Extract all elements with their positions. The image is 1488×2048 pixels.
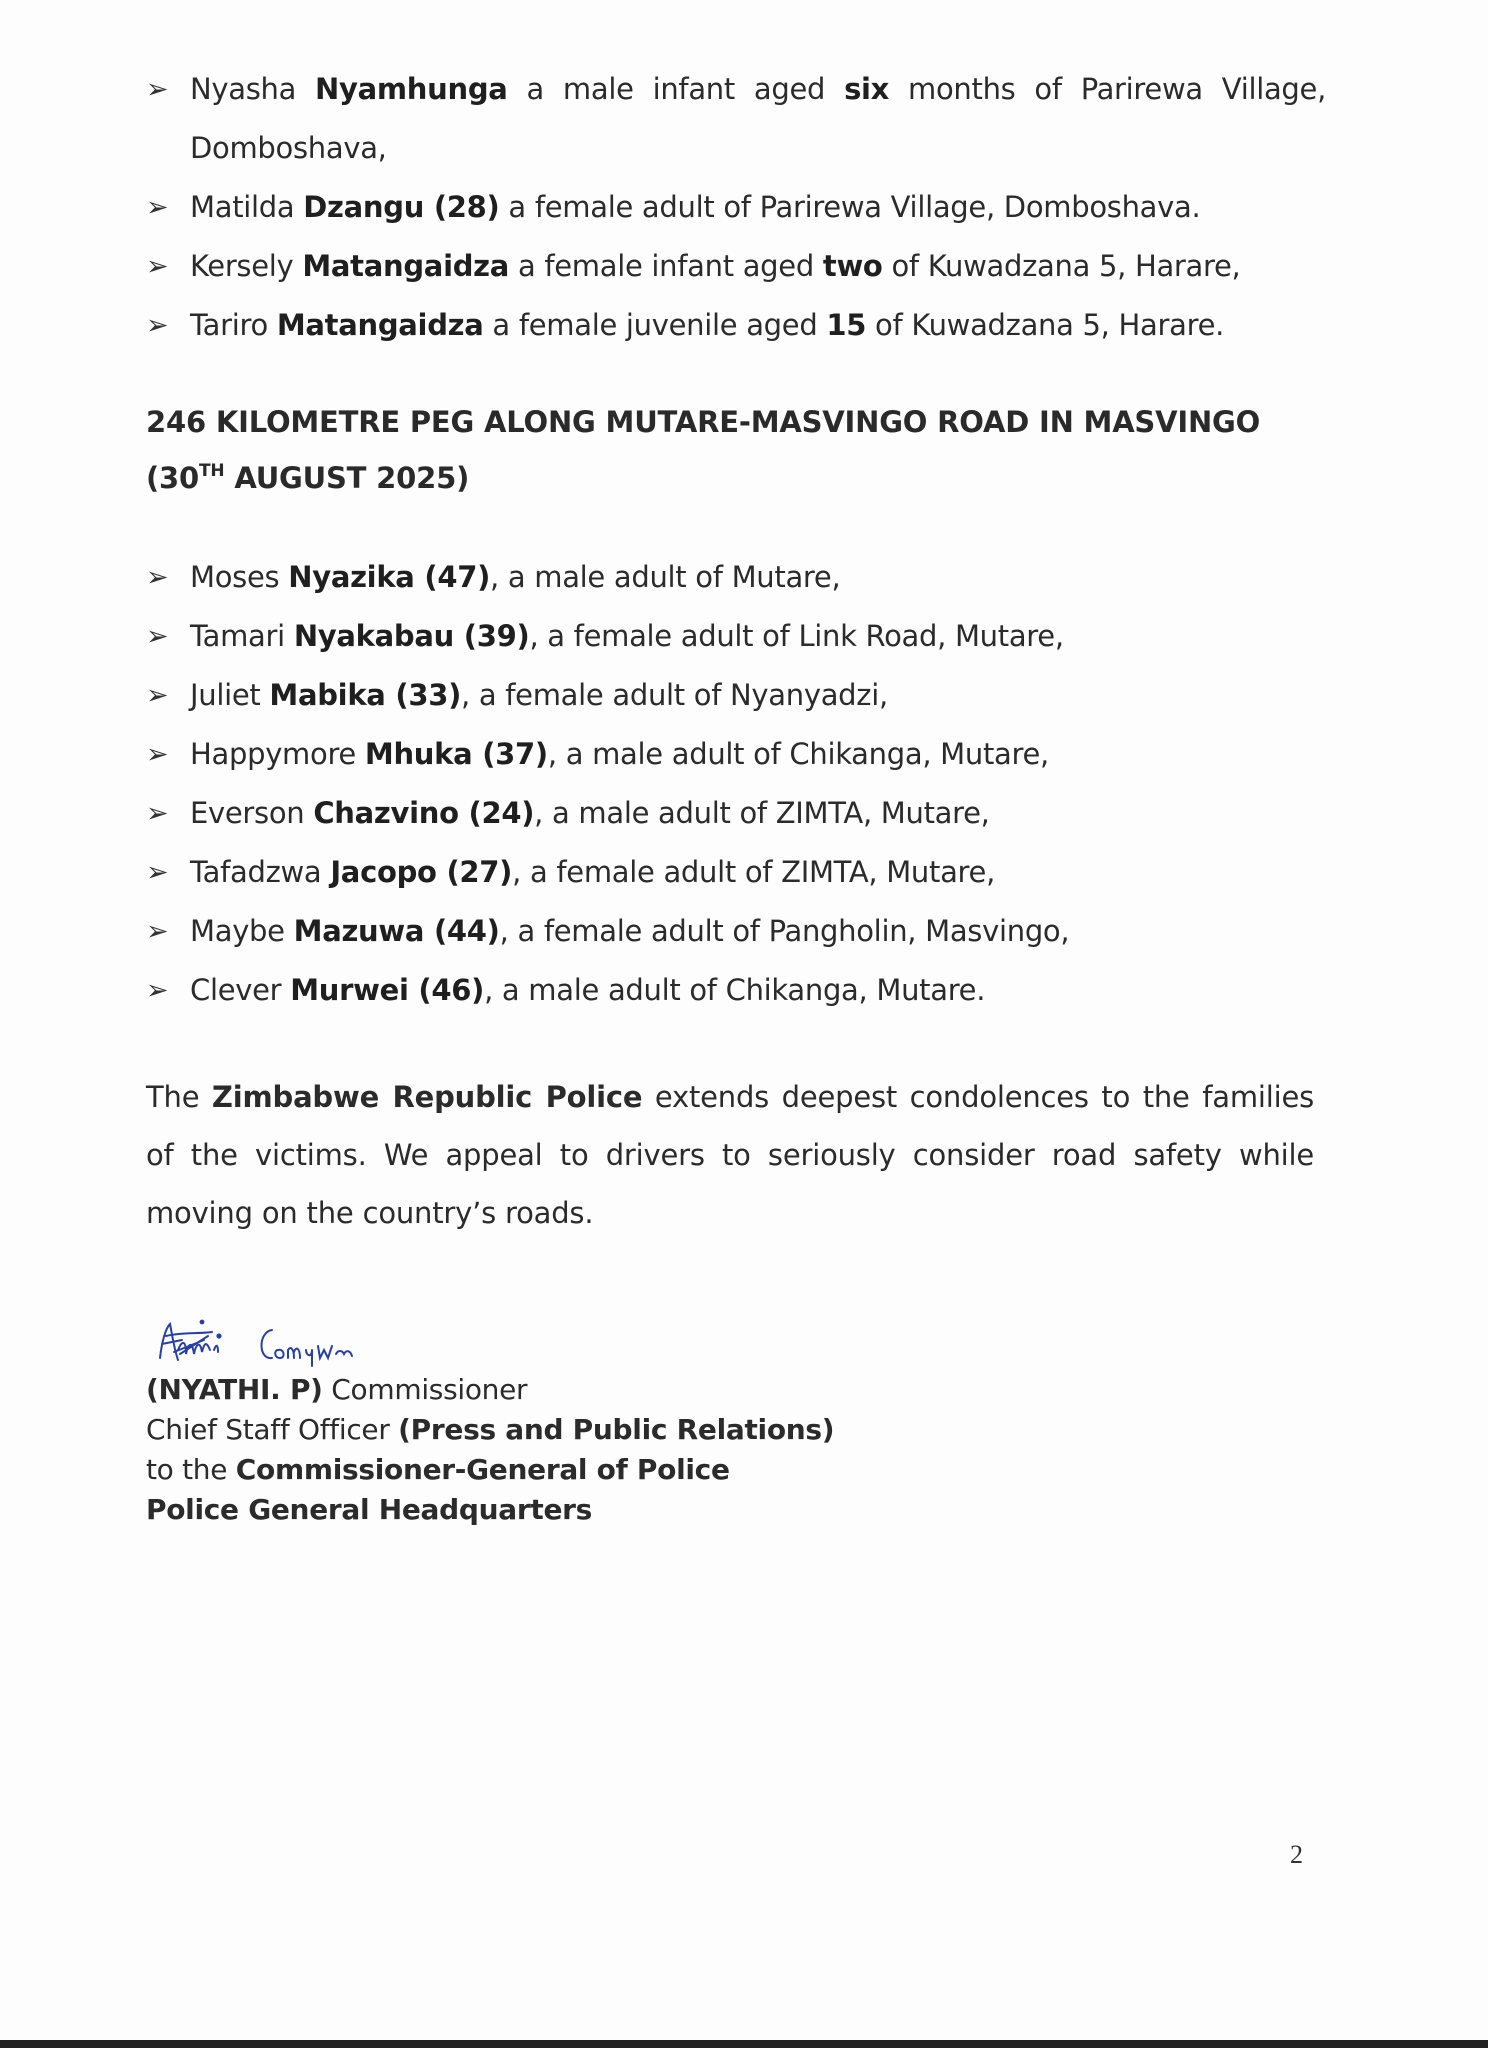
victim-first-name: Clever bbox=[190, 973, 282, 1007]
victim-first-name: Moses bbox=[190, 560, 280, 594]
victim-details: , a female adult of Nyanyadzi, bbox=[461, 678, 888, 712]
victim-details: , a female adult of Link Road, Mutare, bbox=[529, 619, 1064, 653]
arrow-bullet-icon: ➢ bbox=[146, 192, 169, 223]
list-item bbox=[146, 725, 1326, 784]
closing-paragraph bbox=[146, 1068, 1314, 1242]
victim-first-name: Tariro bbox=[190, 308, 268, 342]
closing-text-start: The bbox=[146, 1080, 212, 1114]
signatory-office: Commissioner-General of Police bbox=[235, 1453, 730, 1486]
victim-surname: Murwei (46) bbox=[290, 973, 485, 1007]
victim-description: a female juvenile aged bbox=[483, 308, 827, 342]
victim-age: two bbox=[822, 249, 883, 283]
arrow-bullet-icon: ➢ bbox=[146, 562, 169, 593]
list-item bbox=[146, 178, 1326, 237]
list-item bbox=[146, 607, 1326, 666]
victim-age: 15 bbox=[826, 308, 867, 342]
victim-surname: Matangaidza bbox=[302, 249, 510, 283]
page-number: 2 bbox=[1290, 1840, 1303, 1869]
victim-first-name: Maybe bbox=[190, 914, 285, 948]
victim-first-name: Tafadzwa bbox=[190, 855, 322, 889]
scan-edge-rule bbox=[0, 2040, 1488, 2048]
victim-first-name: Matilda bbox=[190, 190, 295, 224]
arrow-bullet-icon: ➢ bbox=[146, 916, 169, 947]
victim-description: a male infant aged bbox=[507, 72, 845, 106]
section-heading bbox=[146, 394, 1316, 506]
handwritten-signature bbox=[152, 1310, 402, 1372]
victim-description: a female adult of Parirewa Village, Domboshava. bbox=[499, 190, 1201, 224]
arrow-bullet-icon: ➢ bbox=[146, 621, 169, 652]
victim-details: , a male adult of ZIMTA, Mutare, bbox=[534, 796, 990, 830]
arrow-bullet-icon: ➢ bbox=[146, 857, 169, 888]
victim-surname: Chazvino (24) bbox=[313, 796, 535, 830]
heading-date-suffix: TH bbox=[199, 461, 225, 481]
victim-details: , a male adult of Chikanga, Mutare. bbox=[484, 973, 986, 1007]
victim-age: six bbox=[844, 72, 890, 106]
victim-surname: Nyakabau (39) bbox=[293, 619, 530, 653]
victim-surname: Mhuka (37) bbox=[364, 737, 548, 771]
victim-surname: Mabika (33) bbox=[269, 678, 462, 712]
list-item bbox=[146, 902, 1326, 961]
victim-surname: Jacopo (27) bbox=[330, 855, 513, 889]
arrow-bullet-icon: ➢ bbox=[146, 251, 169, 282]
list-item bbox=[146, 548, 1326, 607]
closing-text-end: extends deepest condolences to the families of the victims. We appeal to drivers to seriously consider road safety while moving on the country’s roads. bbox=[146, 1080, 1315, 1230]
signatory-office-line bbox=[146, 1450, 834, 1490]
victim-surname: Nyamhunga bbox=[315, 72, 508, 106]
signatory-department: (Press and Public Relations) bbox=[398, 1413, 835, 1446]
signatory-name-line bbox=[146, 1370, 834, 1410]
victim-description: a female infant aged bbox=[509, 249, 823, 283]
arrow-bullet-icon: ➢ bbox=[146, 798, 169, 829]
victim-address: of Kuwadzana 5, Harare, bbox=[882, 249, 1241, 283]
heading-line-1: 246 KILOMETRE PEG ALONG MUTARE-MASVINGO ROAD IN MASVINGO bbox=[146, 405, 1261, 439]
victim-surname: Dzangu (28) bbox=[303, 190, 500, 224]
list-item bbox=[146, 666, 1326, 725]
signatory-headquarters-line bbox=[146, 1490, 834, 1530]
signatory-office-prefix: to the bbox=[146, 1453, 236, 1486]
victim-first-name: Tamari bbox=[190, 619, 285, 653]
victim-first-name: Everson bbox=[190, 796, 305, 830]
arrow-bullet-icon: ➢ bbox=[146, 739, 169, 770]
signature-block bbox=[146, 1370, 834, 1530]
victim-first-name: Happymore bbox=[190, 737, 356, 771]
signatory-title-line bbox=[146, 1410, 834, 1450]
list-item bbox=[146, 296, 1326, 355]
list-item bbox=[146, 237, 1326, 296]
heading-date-start: (30 bbox=[146, 461, 200, 495]
signatory-rank: Commissioner bbox=[322, 1373, 528, 1406]
list-item bbox=[146, 60, 1326, 178]
victim-surname: Mazuwa (44) bbox=[293, 914, 500, 948]
victim-address: months of Parirewa Village, Domboshava, bbox=[190, 72, 1327, 165]
victim-address: of Kuwadzana 5, Harare. bbox=[866, 308, 1225, 342]
victim-surname: Nyazika (47) bbox=[288, 560, 491, 594]
arrow-bullet-icon: ➢ bbox=[146, 74, 169, 105]
victim-first-name: Nyasha bbox=[190, 72, 297, 106]
victims-list-domboshava bbox=[146, 60, 1326, 355]
list-item bbox=[146, 961, 1326, 1020]
list-item bbox=[146, 843, 1326, 902]
organisation-name: Zimbabwe Republic Police bbox=[211, 1080, 643, 1114]
victim-details: , a female adult of Pangholin, Masvingo, bbox=[499, 914, 1070, 948]
signatory-headquarters: Police General Headquarters bbox=[146, 1493, 593, 1526]
victim-details: , a male adult of Chikanga, Mutare, bbox=[547, 737, 1049, 771]
list-item bbox=[146, 784, 1326, 843]
victims-list-masvingo bbox=[146, 548, 1326, 1020]
arrow-bullet-icon: ➢ bbox=[146, 975, 169, 1006]
signatory-title: Chief Staff Officer bbox=[146, 1413, 399, 1446]
victim-surname: Matangaidza bbox=[276, 308, 484, 342]
arrow-bullet-icon: ➢ bbox=[146, 310, 169, 341]
signatory-name: (NYATHI. P) bbox=[146, 1373, 323, 1406]
heading-date-end: AUGUST 2025) bbox=[224, 461, 470, 495]
victim-first-name: Juliet bbox=[190, 678, 261, 712]
victim-details: , a male adult of Mutare, bbox=[490, 560, 841, 594]
heading-line-2 bbox=[146, 450, 1316, 506]
victim-first-name: Kersely bbox=[190, 249, 294, 283]
victim-details: , a female adult of ZIMTA, Mutare, bbox=[512, 855, 995, 889]
arrow-bullet-icon: ➢ bbox=[146, 680, 169, 711]
